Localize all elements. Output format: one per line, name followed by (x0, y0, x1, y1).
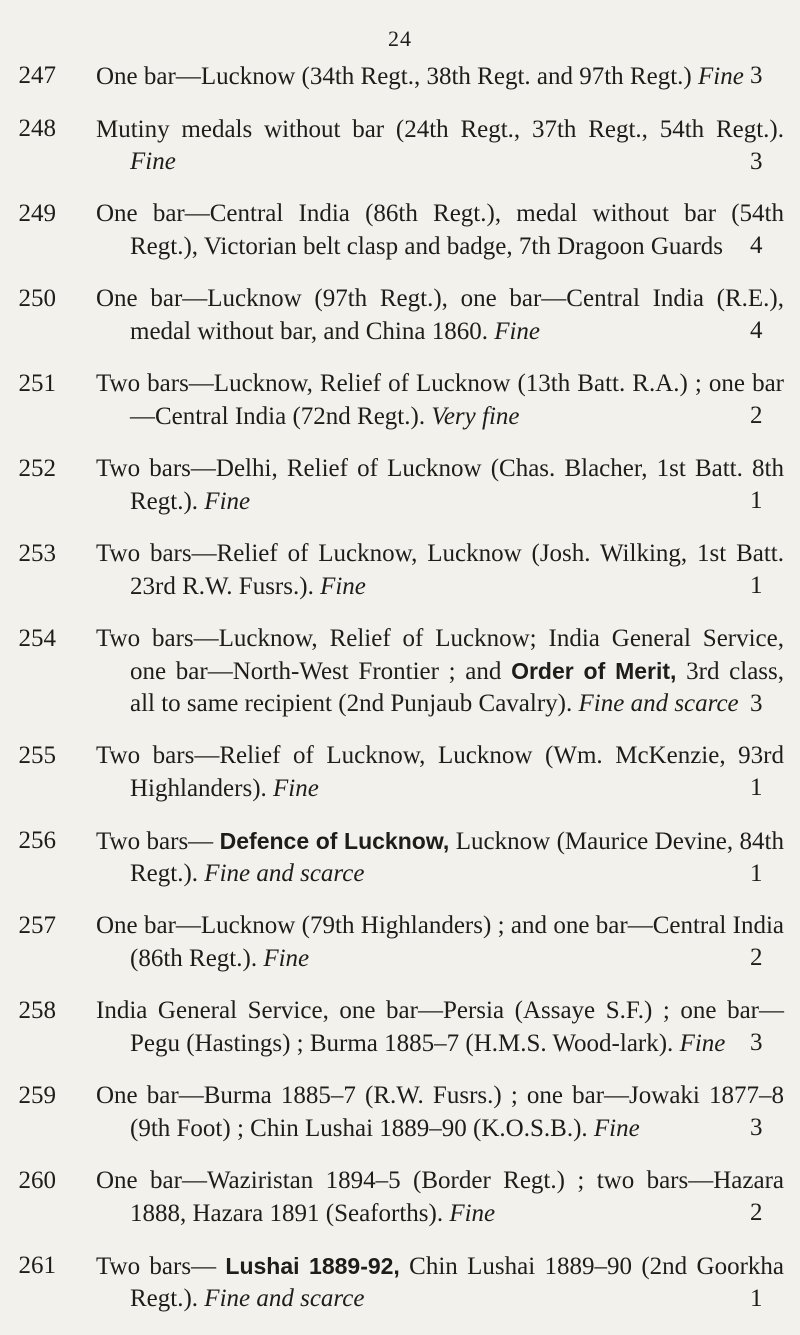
lot-condition: Fine (263, 945, 310, 972)
lot-description (96, 740, 784, 805)
lot-description (96, 283, 784, 348)
lot-description (96, 1080, 784, 1145)
lot-entry (0, 1080, 800, 1145)
lot-entry (0, 113, 800, 178)
lot-text: Two bars—Lucknow, Relief of Lucknow; India General Service, one bar—North-West Frontier ; and (96, 625, 784, 685)
lot-entry (0, 453, 800, 518)
lot-text-continued: Chin Lushai 1889–90 (2nd Goorkha Regt.). (130, 1253, 785, 1312)
lot-text: India General Service, one bar—Persia (Assaye S.F.) ; one bar—Pegu (Hastings) ; Burma 1885–7 (H.M.S. Wood-lark). (96, 997, 784, 1057)
lot-number: 257 (18, 912, 56, 939)
lot-condition: Fine (679, 1030, 726, 1057)
lot-text: One bar—Central India (86th Regt.), medal without bar (54th Regt.), Victorian belt clasp and badge, 7th Dragoon Guards (96, 200, 784, 260)
lot-description (96, 623, 784, 720)
lot-number: 249 (18, 200, 56, 227)
lot-entry (0, 60, 800, 93)
lot-quantity: 4 (750, 317, 763, 344)
lot-quantity: 2 (750, 402, 763, 429)
lot-text-continued: 3rd class, all to same recipient (2nd Punjaub Cavalry). (130, 658, 785, 717)
lot-entry (0, 740, 800, 805)
lot-quantity: 1 (750, 572, 763, 599)
lot-description (96, 825, 784, 890)
lot-text: Two bars—Relief of Lucknow, Lucknow (Josh. Wilking, 1st Batt. 23rd R.W. Fusrs.). (96, 540, 784, 600)
lot-quantity: 1 (750, 1285, 763, 1312)
lot-quantity: 3 (750, 148, 763, 175)
lot-quantity: 3 (750, 62, 763, 89)
lot-description (96, 1250, 784, 1315)
lot-text: One bar—Burma 1885–7 (R.W. Fusrs.) ; one bar—Jowaki 1877–8 (9th Foot) ; Chin Lushai 1889–90 (K.O.S.B.). (96, 1082, 784, 1142)
lot-quantity: 4 (750, 232, 763, 259)
lot-bold-text: Order of Merit, (511, 658, 677, 684)
lot-list (0, 60, 800, 1335)
lot-text: Two bars— (96, 1253, 217, 1280)
lot-entry (0, 623, 800, 720)
lot-quantity: 1 (750, 487, 763, 514)
lot-condition: Fine (320, 573, 366, 600)
lot-quantity: 3 (750, 690, 763, 717)
lot-condition: Fine and scarce (578, 690, 739, 717)
lot-entry (0, 910, 800, 975)
lot-quantity: 3 (750, 1114, 763, 1141)
lot-bold-text: Defence of Lucknow, (219, 828, 450, 854)
lot-number: 255 (18, 742, 56, 769)
lot-text: Two bars—Delhi, Relief of Lucknow (Chas. Blacher, 1st Batt. 8th Regt.). (96, 455, 784, 515)
lot-condition: Fine (449, 1200, 496, 1227)
lot-description (96, 368, 784, 433)
lot-entry (0, 538, 800, 603)
lot-number: 252 (18, 455, 56, 482)
lot-entry (0, 1250, 800, 1315)
lot-condition: Fine (130, 148, 176, 175)
lot-entry (0, 198, 800, 263)
lot-text: Two bars—Relief of Lucknow, Lucknow (Wm. McKenzie, 93rd Highlanders). (96, 742, 784, 802)
lot-quantity: 1 (750, 860, 763, 887)
lot-number: 247 (18, 62, 56, 89)
lot-number: 248 (18, 115, 56, 142)
lot-condition: Fine (273, 775, 319, 802)
lot-description (96, 995, 784, 1060)
lot-entry (0, 1165, 800, 1230)
lot-description (96, 198, 784, 263)
lot-quantity: 1 (750, 774, 763, 801)
lot-entry (0, 368, 800, 433)
lot-text: One bar—Lucknow (34th Regt., 38th Regt. and 97th Regt.) (96, 63, 692, 90)
lot-number: 251 (18, 370, 56, 397)
lot-number: 259 (18, 1082, 56, 1109)
lot-text: Mutiny medals without bar (24th Regt., 37th Regt., 54th Regt.). (96, 116, 784, 143)
lot-quantity: 2 (750, 1199, 763, 1226)
lot-quantity: 3 (750, 1029, 763, 1056)
lot-condition: Fine (697, 63, 744, 90)
lot-description (96, 453, 784, 518)
lot-text: Two bars—Lucknow, Relief of Lucknow (13th Batt. R.A.) ; one bar—Central India (72nd Regt.). (96, 370, 784, 430)
lot-number: 254 (18, 625, 56, 652)
lot-condition: Fine (494, 318, 541, 345)
lot-number: 260 (18, 1167, 56, 1194)
lot-text: One bar—Lucknow (79th Highlanders) ; and one bar—Central India (86th Regt.). (96, 912, 784, 972)
lot-description (96, 538, 784, 603)
lot-number: 253 (18, 540, 56, 567)
lot-condition: Very fine (431, 403, 520, 430)
lot-description (96, 1165, 784, 1230)
lot-number: 258 (18, 997, 56, 1024)
lot-text: One bar—Waziristan 1894–5 (Border Regt.) ; two bars—Hazara 1888, Hazara 1891 (Seaforths). (96, 1167, 784, 1227)
page-number: 24 (388, 26, 412, 51)
lot-text: Two bars— (96, 828, 214, 855)
lot-condition: Fine and scarce (204, 1285, 365, 1312)
lot-description (96, 910, 784, 975)
lot-entry (0, 283, 800, 348)
lot-entry (0, 995, 800, 1060)
lot-text-continued: Lucknow (Maurice Devine, 84th Regt.). (130, 828, 785, 887)
lot-condition: Fine (593, 1115, 640, 1142)
lot-text: One bar—Lucknow (97th Regt.), one bar—Central India (R.E.), medal without bar, and China 1860. (96, 285, 784, 345)
lot-number: 256 (18, 827, 56, 854)
lot-entry (0, 825, 800, 890)
lot-number: 250 (18, 285, 56, 312)
lot-description (96, 60, 784, 93)
lot-condition: Fine and scarce (204, 860, 365, 887)
lot-bold-text: Lushai 1889-92, (225, 1253, 400, 1279)
lot-number: 261 (18, 1252, 56, 1279)
lot-description (96, 113, 784, 178)
lot-condition: Fine (204, 488, 251, 515)
lot-quantity: 2 (750, 944, 763, 971)
